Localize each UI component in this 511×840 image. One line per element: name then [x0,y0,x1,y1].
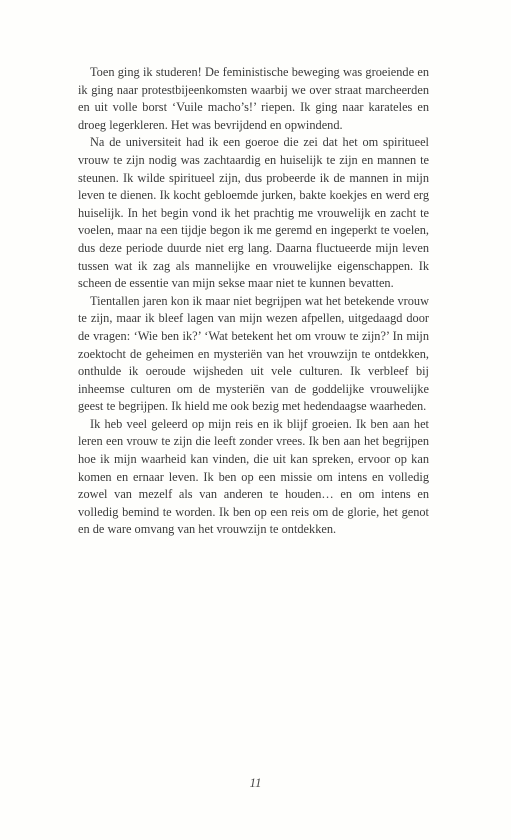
paragraph-4: Ik heb veel geleerd op mijn reis en ik blijf groeien. Ik ben aan het leren een vrouw te zijn die leeft zonder vrees. Ik ben aan het begrijpen hoe ik mijn waarheid kan vinden, die uit kan spreken, ervoor op kan komen en ernaar leven. Ik ben op een missie om intens en volledig zowel van mezelf als van anderen te houden… en om intens en volledig bemind te worden. Ik ben op een reis om de glorie, het genot en de ware omvang van het vrouwzijn te ontdekken. [78,416,429,537]
paragraph-2: Na de universiteit had ik een goeroe die zei dat het om spiritueel vrouw te zijn nodig was zachtaardig en huiselijk te zijn en mannen te steunen. Ik wilde spiritueel zijn, dus probeerde ik de mannen in mijn leven te dienen. Ik kocht gebloemde jurken, bakte koekjes en werd erg huiselijk. In het begin vond ik het prachtig me vrouwelijk en zacht te voelen, maar na een tijdje begon ik me geremd en ingeperkt te voelen, dus deze periode duurde niet erg lang. Daarna fluctueerde mijn leven tussen wat ik zag als mannelijke en vrouwelijke eigenschappen. Ik scheen de essentie van mijn sekse maar niet te kunnen bevatten. [78,135,429,291]
body-text [78,64,429,539]
page-number: 11 [249,775,262,790]
paragraph-3: Tientallen jaren kon ik maar niet begrijpen wat het betekende vrouw te zijn, maar ik bleef lagen van mijn wezen afpellen, uitgedaagd door de vragen: ‘Wie ben ik?’ ‘Wat betekent het om vrouw te zijn?’ In mijn zoektocht de geheimen en mysteriën van het vrouwzijn te ontdekken, onthulde ik oeroude wijsheden uit vele culturen. Ik verbleef bij inheemse culturen om de mysteriën van de goddelijke vrouwelijke geest te begrijpen. Ik hield me ook bezig met hedendaagse waarheden. [78,293,429,414]
paragraph-1: Toen ging ik studeren! De feministische beweging was groeiende en ik ging naar protestbijeenkomsten waarbij we over straat marcheerden en uit volle borst ‘Vuile macho’s!’ riepen. Ik ging naar karateles en droeg legerkleren. Het was bevrijdend en opwindend. [78,65,429,132]
